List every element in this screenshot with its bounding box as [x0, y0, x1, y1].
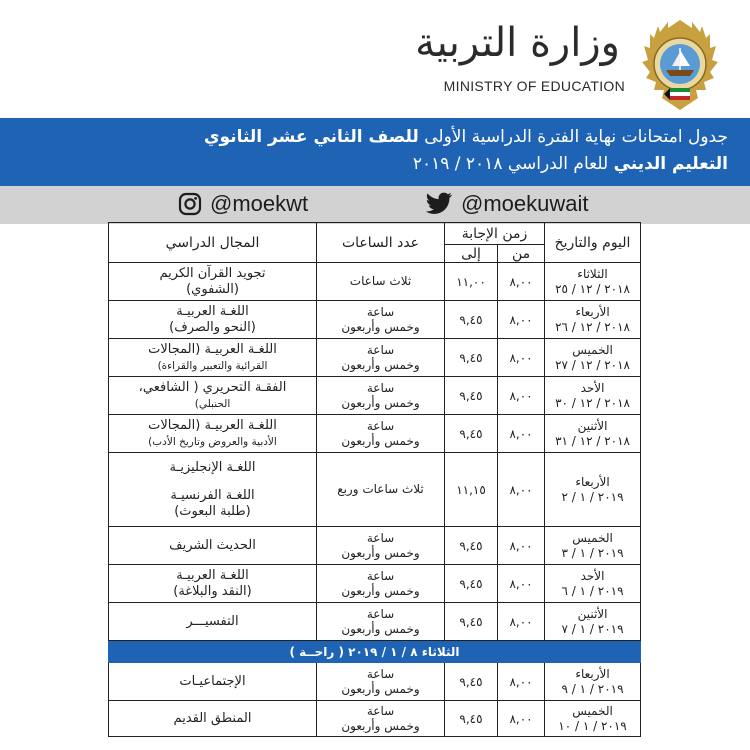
day-cell: الأثنين ٢٠١٩ / ١ / ٧	[545, 603, 641, 641]
table-row	[109, 263, 641, 301]
hours-cell: ساعة وخمس وأربعون	[317, 415, 445, 453]
from-cell: ٨,٠٠	[498, 701, 545, 737]
to-cell: ٩,٤٥	[445, 377, 498, 415]
day-cell: الخميس ٢٠١٨ / ١٢ / ٢٧	[545, 339, 641, 377]
day-cell: الخميس ٢٠١٩ / ١ / ٣	[545, 527, 641, 565]
to-cell: ٩,٤٥	[445, 663, 498, 701]
twitter-icon	[425, 192, 453, 216]
kuwait-emblem-icon	[640, 18, 720, 114]
from-cell: ٨,٠٠	[498, 263, 545, 301]
subject-cell: اللغـة العربيـة (المجالات القرائية والتعبير والقراءة)	[109, 339, 317, 377]
table-row	[109, 453, 641, 527]
to-cell: ٩,٤٥	[445, 701, 498, 737]
hours-cell: ثلاث ساعات	[317, 263, 445, 301]
header-from: من	[498, 245, 545, 263]
subject-cell: اللغـة العربيـة (النقد والبلاغة)	[109, 565, 317, 603]
hours-cell: ثلاث ساعات وربع	[317, 453, 445, 527]
from-cell: ٨,٠٠	[498, 453, 545, 527]
table-row	[109, 565, 641, 603]
from-cell: ٨,٠٠	[498, 663, 545, 701]
title-band	[0, 118, 750, 186]
from-cell: ٨,٠٠	[498, 377, 545, 415]
day-cell: الأثنين ٢٠١٨ / ١٢ / ٣١	[545, 415, 641, 453]
hours-cell: ساعة وخمس وأربعون	[317, 301, 445, 339]
to-cell: ٩,٤٥	[445, 415, 498, 453]
table-row	[109, 701, 641, 737]
subject-cell: اللغـة العربيـة (النحو والصرف)	[109, 301, 317, 339]
table-row	[109, 603, 641, 641]
to-cell: ١١,٠٠	[445, 263, 498, 301]
to-cell: ٩,٤٥	[445, 565, 498, 603]
twitter-handle[interactable]	[425, 191, 589, 217]
to-cell: ٩,٤٥	[445, 301, 498, 339]
exam-schedule-table	[108, 222, 641, 737]
from-cell: ٨,٠٠	[498, 565, 545, 603]
rest-day-label: الثلاثاء ٨ / ١ / ٢٠١٩ ( راحــة )	[109, 641, 641, 663]
subject-cell: اللغـة العربيـة (المجالات الأدبية والعروض وتاريخ الأدب)	[109, 415, 317, 453]
header-to: إلى	[445, 245, 498, 263]
from-cell: ٨,٠٠	[498, 527, 545, 565]
table-row	[109, 663, 641, 701]
day-cell: الأحد ٢٠١٩ / ١ / ٦	[545, 565, 641, 603]
subject-cell: التفسيـــر	[109, 603, 317, 641]
to-cell: ٩,٤٥	[445, 603, 498, 641]
to-cell: ٩,٤٥	[445, 527, 498, 565]
hours-cell: ساعة وخمس وأربعون	[317, 527, 445, 565]
from-cell: ٨,٠٠	[498, 415, 545, 453]
header-subject: المجال الدراسي	[109, 223, 317, 263]
day-cell: الأربعاء ٢٠١٨ / ١٢ / ٢٦	[545, 301, 641, 339]
header	[0, 0, 750, 118]
subject-cell: الحديث الشريف	[109, 527, 317, 565]
to-cell: ٩,٤٥	[445, 339, 498, 377]
schedule-title: جدول امتحانات نهاية الفترة الدراسية الأولى للصف الثاني عشر الثانوي	[203, 127, 728, 147]
hours-cell: ساعة وخمس وأربعون	[317, 339, 445, 377]
hours-cell: ساعة وخمس وأربعون	[317, 565, 445, 603]
table-row	[109, 377, 641, 415]
day-cell: الخميس ٢٠١٩ / ١ / ١٠	[545, 701, 641, 737]
from-cell: ٨,٠٠	[498, 301, 545, 339]
from-cell: ٨,٠٠	[498, 339, 545, 377]
header-hours: عدد الساعات	[317, 223, 445, 263]
subject-cell: تجويد القرآن الكريم (الشفوي)	[109, 263, 317, 301]
table-row	[109, 415, 641, 453]
to-cell: ١١,١٥	[445, 453, 498, 527]
subject-cell: المنطق القديم	[109, 701, 317, 737]
instagram-handle[interactable]	[178, 191, 308, 217]
ministry-name-english: MINISTRY OF EDUCATION	[443, 78, 625, 94]
table-row	[109, 301, 641, 339]
table-row	[109, 339, 641, 377]
ministry-name-arabic: وزارة التربية	[415, 20, 620, 66]
day-cell: الأربعاء ٢٠١٩ / ١ / ٩	[545, 663, 641, 701]
subject-cell: الفقـة التحريري ( الشافعي، الحنبلي)	[109, 377, 317, 415]
subject-cell: اللغـة الإنجليزيـة اللغـة الفرنسيـة (طلبة البعوث)	[109, 453, 317, 527]
hours-cell: ساعة وخمس وأربعون	[317, 603, 445, 641]
subject-cell: الإجتماعيـات	[109, 663, 317, 701]
instagram-icon	[178, 192, 202, 216]
hours-cell: ساعة وخمس وأربعون	[317, 377, 445, 415]
rest-day-row	[109, 641, 641, 663]
header-day: اليوم والتاريخ	[545, 223, 641, 263]
day-cell: الثلاثاء ٢٠١٨ / ١٢ / ٢٥	[545, 263, 641, 301]
from-cell: ٨,٠٠	[498, 603, 545, 641]
instagram-handle-text: @moekwt	[210, 191, 309, 216]
social-band	[0, 186, 750, 224]
schedule-subtitle: التعليم الديني للعام الدراسي ٢٠١٨ / ٢٠١٩	[412, 154, 728, 174]
hours-cell: ساعة وخمس وأربعون	[317, 701, 445, 737]
day-cell: الأحد ٢٠١٨ / ١٢ / ٣٠	[545, 377, 641, 415]
header-answer-time: زمن الإجابة	[445, 223, 545, 245]
twitter-handle-text: @moekuwait	[461, 191, 589, 216]
day-cell: الأربعاء ٢٠١٩ / ١ / ٢	[545, 453, 641, 527]
hours-cell: ساعة وخمس وأربعون	[317, 663, 445, 701]
table-row	[109, 527, 641, 565]
